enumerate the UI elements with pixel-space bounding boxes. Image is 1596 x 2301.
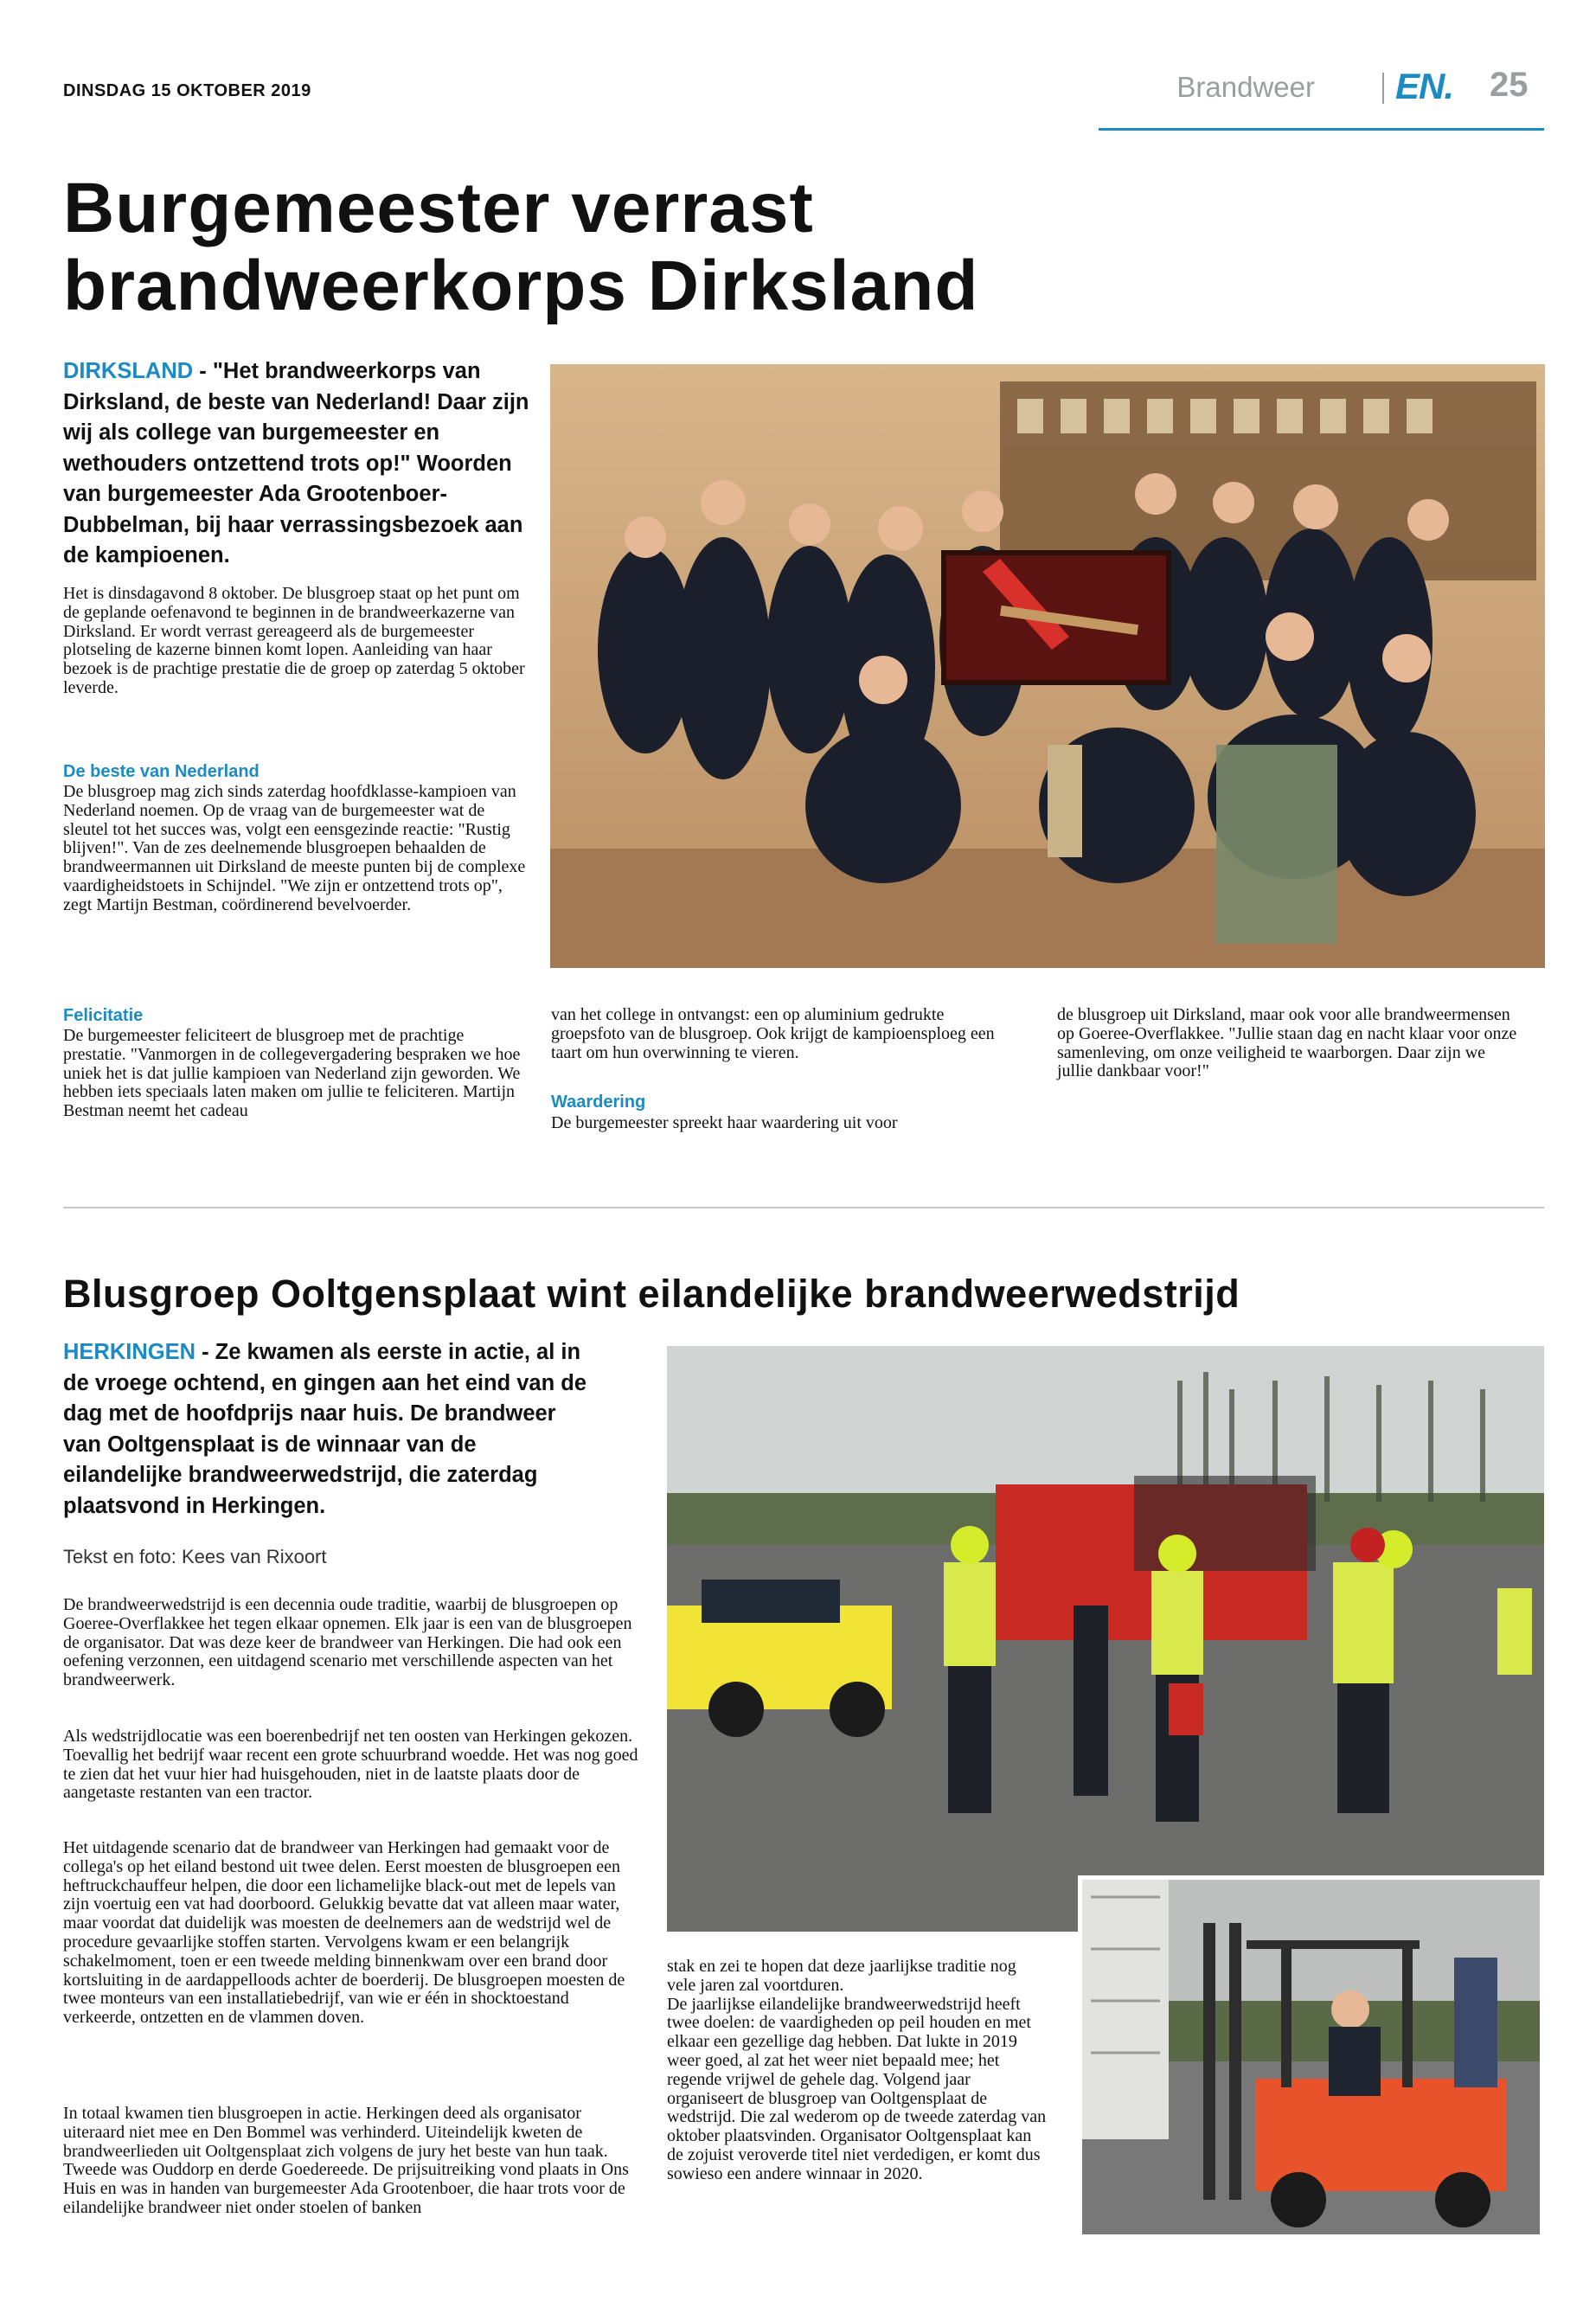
article2-place: HERKINGEN bbox=[63, 1340, 196, 1364]
publication-logo: EN. bbox=[1395, 66, 1454, 106]
article1-subhead1: De beste van Nederland bbox=[63, 762, 260, 781]
article1-para2: De blusgroep mag zich sinds zaterdag hoofdklasse-kampioen van Nederland noemen. Op de vraag van de burgemeester wat de sleutel tot het succes was, volgt een eensgezinde reactie: "Rustig blijven!". Van de zes deelnemende blusgroepen behaalden de brandweermannen uit Dirksland de meeste punten bij de complexe vaardigheidstoets in Schijndel. "We zijn er ontzettend trots op", zegt Martijn Bestman, coördinerend bevelvoerder. bbox=[63, 782, 526, 914]
article1-para3: De burgemeester feliciteert de blusgroep met de prachtige prestatie. "Vanmorgen in de collegevergadering bespraken we hoe uniek het is dat jullie kampioen van Nederland zijn geworden. We hebben iets speciaals laten maken om jullie te feliciteren. Martijn Bestman neemt het cadeau bbox=[63, 1026, 521, 1121]
page-number: 25 bbox=[1490, 66, 1529, 104]
article2-para4: In totaal kwamen tien blusgroepen in actie. Herkingen deed als organisator uiteraard niet mee en Den Bommel was verhinderd. Uiteindelijk kweten de brandweerlieden uit Ooltgensplaat zich volgens de jury het beste van hun taak. Tweede was Ouddorp en derde Goedereede. De prijsuitreiking vond plaats in Ons Huis en was in handen van burgemeester Ada Grootenboer, die haar trots voor de eilandelijke brandweer niet onder stoelen of banken bbox=[63, 2104, 629, 2217]
article1-title: Burgemeester verrast brandweerkorps Dirksland bbox=[63, 169, 979, 325]
article2-lead-text: - Ze kwamen als eerste in actie, al in de vroege ochtend, en gingen aan het eind van de dag met de hoofdprijs naar huis. De brandweer van Ooltgensplaat is de winnaar van de eilandelijke brandweerwedstrijd, die zaterdag plaatsvond in Herkingen. bbox=[63, 1340, 587, 1518]
article2-para3: Het uitdagende scenario dat de brandweer van Herkingen had gemaakt voor de collega's op het eiland bestond uit twee delen. Eerst moesten de blusgroepen een heftruckchauffeur helpen, die door een lichamelijke black-out met de lepels van zijn voertuig een vat had doorboord. Gelukkig bevatte dat vat alleen maar water, maar voordat dat duidelijk was moesten de deelnemers aan de wedstrijd wel de procedure gevaarlijke stoffen starten. Vervolgens kwam er een belangrijk schakelmoment, toen er een tweede melding binnenkwam over een brand door kortsluiting in de aardappelloods achter de boerderij. De blusgroepen moesten de twee monteurs van een installatiebedrijf, van wie er één in shocktoestand verkeerde, ontzetten en de vlammen doven. bbox=[63, 1838, 625, 2028]
article1-para6: de blusgroep uit Dirksland, maar ook voor alle brandweermensen op Goeree-Overflakkee. "Jullie staan dag en nacht klaar voor onze samenleving, om onze veiligheid te waarborgen. Daar zijn we jullie dankbaar voor!" bbox=[1057, 1005, 1517, 1081]
forklift-photo bbox=[1078, 1875, 1544, 2239]
article1-place: DIRKSLAND bbox=[63, 359, 194, 383]
group-photo bbox=[550, 364, 1545, 968]
article1-para4: van het college in ontvangst: een op aluminium gedrukte groepsfoto van de blusgroep. Ook krijgt de kampioensploeg een taart om hun overwinning te vieren. bbox=[551, 1005, 995, 1062]
article1-subhead2: Felicitatie bbox=[63, 1006, 144, 1025]
article2-para2: Als wedstrijdlocatie was een boerenbedrijf net ten oosten van Herkingen gekozen. Toevallig het bedrijf waar recent een grote schuurbrand woedde. Het was nog goed te zien dat het vuur hier had huisgehouden, niet in de laatste plaats door de aangetaste restanten van een tractor. bbox=[63, 1727, 638, 1803]
article-divider bbox=[63, 1207, 1544, 1208]
fire-drill-photo bbox=[667, 1346, 1544, 1932]
header-separator bbox=[1382, 73, 1384, 104]
article1-lead bbox=[63, 356, 530, 572]
article1-para5: De burgemeester spreekt haar waardering uit voor bbox=[551, 1113, 898, 1132]
article1-para1: Het is dinsdagavond 8 oktober. De blusgroep staat op het punt om de geplande oefenavond te beginnen in de brandweerkazerne van Dirksland. Er wordt verrast gereageerd als de burgemeester plotseling de kazerne binnen komt lopen. Aanleiding van haar bezoek is de prachtige prestatie die de groep op zaterdag 5 oktober leverde. bbox=[63, 584, 525, 697]
article1-subhead3: Waardering bbox=[551, 1093, 646, 1112]
issue-date: DINSDAG 15 OKTOBER 2019 bbox=[63, 81, 311, 100]
article2-para5: stak en zei te hopen dat deze jaarlijkse traditie nog vele jaren zal voortduren. De jaarlijkse eilandelijke brandweerwedstrijd heeft twee doelen: de vaardigheden op peil houden en met elkaar een gezellige dag hebben. Dat lukte in 2019 weer goed, al zat het weer niet bepaald mee; het regende vrijwel de gehele dag. Volgend jaar organiseert de blusgroep van Ooltgensplaat de wedstrijd. Die zal wederom op de tweede zaterdag van oktober plaatsvinden. Organisator Ooltgensplaat kan de zojuist veroverde titel niet verdedigen, er komt dus sowieso een andere winnaar in 2020. bbox=[667, 1957, 1047, 2183]
section-name: Brandweer bbox=[1176, 71, 1315, 103]
photo-credit: Tekst en foto: Kees van Rixoort bbox=[63, 1546, 327, 1567]
header-rule bbox=[1099, 128, 1544, 131]
article1-lead-text: - "Het brandweerkorps van Dirksland, de beste van Nederland! Daar zijn wij als college van burgemeester en wethouders ontzettend trots op!" Woorden van burgemeester Ada Grootenboer-Dubbelman, bij haar verrassingsbezoek aan de kampioenen. bbox=[63, 359, 529, 567]
article2-title: Blusgroep Ooltgensplaat wint eilandelijke brandweerwedstrijd bbox=[63, 1272, 1240, 1316]
article2-para1: De brandweerwedstrijd is een decennia oude traditie, waarbij de blusgroepen op Goeree-Overflakkee het tegen elkaar opnemen. Elk jaar is een van de blusgroepen de organisator. Dat was deze keer de brandweer van Herkingen. Die had ook een oefening verzonnen, een uitdagend scenario met verschillende aspecten van het brandweerwerk. bbox=[63, 1595, 632, 1690]
article2-lead bbox=[63, 1337, 591, 1522]
